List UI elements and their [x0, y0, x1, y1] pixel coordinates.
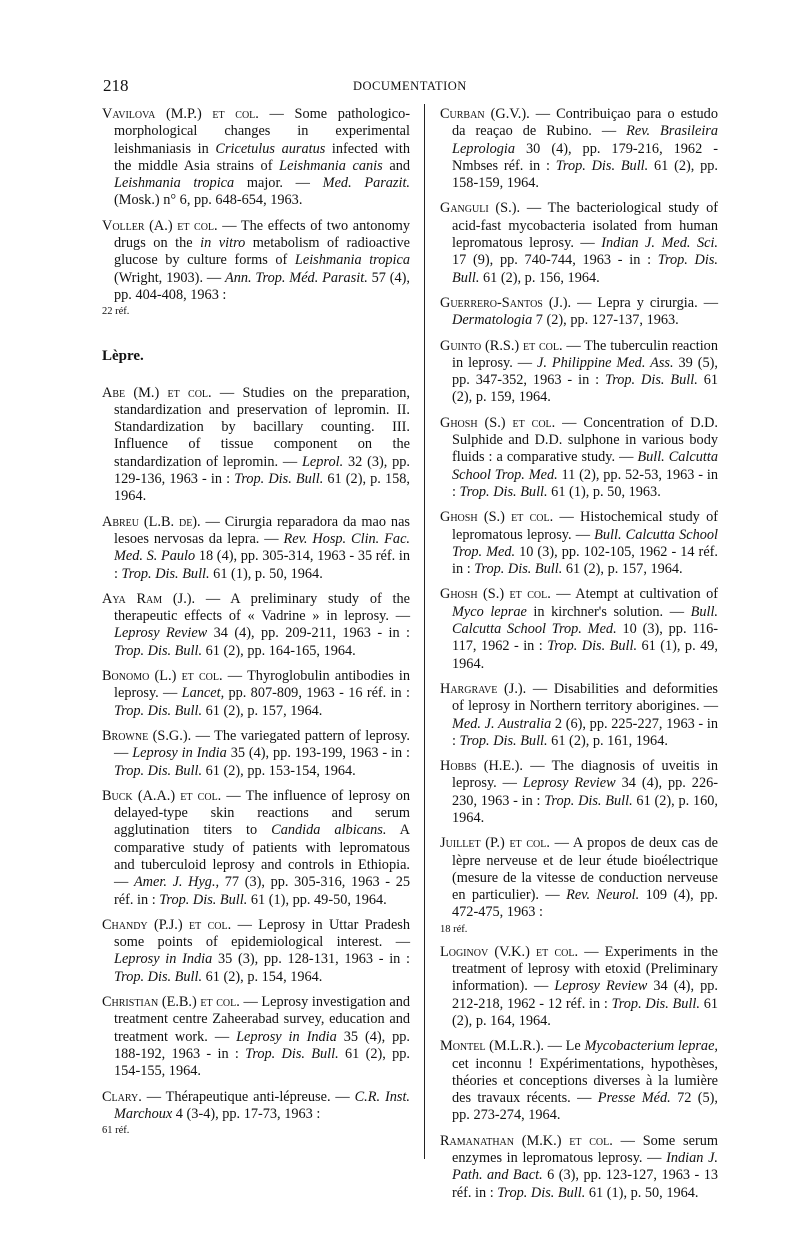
- entry-author: Vavilova (M.P.) et col.: [102, 106, 259, 122]
- entry-text: — The effects of two antonomy drugs on the: [114, 217, 410, 252]
- bibliography-entry: [440, 295, 718, 330]
- journal-title: Rev. Hosp. Clin. Fac. Med. S. Paulo: [114, 530, 410, 565]
- entry-author: Ganguli (S.).: [440, 200, 521, 217]
- entry-text: 61 (1), p. 50, 1964.: [585, 1184, 699, 1201]
- bibliography-entry: [440, 509, 718, 578]
- journal-title: Trop. Dis. Bull.: [114, 642, 203, 659]
- entry-text: 10 (3), pp. 102-105, 1962 - 14 réf. in :: [452, 543, 719, 578]
- entry-text: cet inconnu ! Expérimentations, hypothèses, théories et conceptions diverses à la lumière des travaux récents. —: [452, 1055, 718, 1107]
- entry-text: (Mosk.) n° 6, pp. 648-654, 1963.: [114, 192, 303, 209]
- bibliography-entry: [102, 106, 410, 210]
- bibliography-entry: [440, 415, 718, 501]
- journal-title: Leprosy Review: [114, 625, 208, 642]
- bibliography-entry: [440, 200, 718, 286]
- entry-text: 17 (9), pp. 740-744, 1963 - in :: [452, 252, 658, 269]
- entry-text: 7 (2), pp. 127-137, 1963.: [532, 312, 679, 329]
- journal-title: Amer. J. Hyg.,: [133, 874, 220, 891]
- entry-text: — Contribuiçao para o estudo da reaçao de Rubino. —: [452, 106, 718, 140]
- reference-count: 22 réf.: [102, 306, 130, 318]
- entry-text: 61 (2), p. 159, 1964.: [452, 372, 718, 406]
- bibliography-entry: [440, 338, 718, 407]
- journal-title: Trop. Dis. Bull.: [114, 702, 203, 719]
- entry-text: 11 (2), pp. 52-53, 1963 - in :: [452, 466, 718, 500]
- left-column: [102, 106, 410, 1145]
- journal-title: Leprosy in India: [132, 745, 227, 762]
- running-head: DOCUMENTATION: [353, 79, 467, 93]
- entry-text: — Concentration of D.D. Sulphide and D.D. sulphone in various body fluids : a comparative study. —: [452, 414, 718, 466]
- journal-title: Rev. Neurol.: [566, 887, 640, 904]
- entry-text: 61 (2), p. 161, 1964.: [547, 732, 668, 749]
- entry-author: Ghosh (S.) et col.: [440, 414, 556, 431]
- entry-text: 61 (2), p. 157, 1964.: [202, 702, 323, 719]
- right-column: [440, 106, 718, 1210]
- entry-author: Clary.: [102, 1088, 142, 1105]
- entry-author: Hargrave (J.).: [440, 680, 527, 697]
- entry-text: pp. 807-809, 1963 - 16 réf. in :: [224, 685, 410, 702]
- entry-text: 61 (2), pp. 153-154, 1964.: [202, 762, 356, 779]
- bibliography-entry: [440, 758, 718, 827]
- bibliography-entry: [102, 917, 410, 986]
- journal-title: Trop. Dis. Bull.: [605, 372, 698, 389]
- entry-text: — A preliminary study of the therapeutic effects of « Vadrine » in leprosy. —: [114, 590, 410, 625]
- journal-title: Presse Méd.: [597, 1090, 671, 1107]
- entry-text: 35 (3), pp. 128-131, 1963 - in :: [212, 951, 410, 968]
- entry-text: — Some pathologico-morphological changes in experimental leishmaniasis in: [114, 106, 410, 157]
- bibliography-entry: [440, 1133, 718, 1202]
- journal-title: Bull. Calcutta School Trop. Med.: [452, 526, 718, 560]
- journal-title: Leprosy in India: [114, 951, 213, 968]
- entry-text: (Wright, 1903). —: [114, 269, 225, 286]
- entry-text: — Studies on the preparation, standardization and preservation of lepromin. II. Standardization by bacillary counting. III. Influence of tissue component on the standardization of lepromin. —: [114, 384, 410, 470]
- entry-text: 61 (2), pp. 154-155, 1964.: [114, 1045, 410, 1080]
- journal-title: Trop. Dis. Bull.: [114, 968, 203, 985]
- bibliography-entry: [102, 1089, 410, 1138]
- entry-text: — The bacteriological study of acid-fast mycobacteria isolated from human lepromatous leprosy. —: [452, 200, 718, 252]
- journal-title: Trop. Dis. Bull.: [459, 483, 548, 500]
- journal-title: Leprol.: [301, 453, 344, 470]
- journal-title: Leprosy in India: [236, 1028, 337, 1045]
- entry-author: Christian (E.B.) et col.: [102, 994, 240, 1011]
- entry-text: 35 (4), pp. 193-199, 1963 - in :: [226, 745, 411, 762]
- entry-author: Buck (A.A.) et col.: [102, 787, 222, 804]
- entry-text: — The variegated pattern of leprosy. —: [114, 727, 410, 762]
- journal-title: Trop. Dis. Bull.: [114, 762, 203, 779]
- bibliography-entry: [102, 994, 410, 1080]
- journal-title: Rev. Brasileira Leprologia: [452, 123, 719, 157]
- entry-text: A comparative study of patients with lepromatous and tuberculoid leprosy and controls in Ethiopia. —: [114, 822, 410, 891]
- bibliography-entry: [440, 944, 718, 1030]
- journal-title: Trop. Dis. Bull.: [474, 561, 563, 578]
- entry-text: 61 (1), p. 50, 1963.: [547, 483, 661, 500]
- entry-author: Aya Ram (J.).: [102, 590, 196, 607]
- bibliography-entry: [440, 681, 718, 750]
- entry-text: — Histochemical study of lepromatous leprosy. —: [452, 509, 718, 543]
- journal-title: Indian J. Med. Sci.: [601, 235, 718, 252]
- entry-author: Guerrero-Santos (J.).: [440, 294, 572, 311]
- journal-title: Bull. Calcutta School Trop. Med.: [452, 449, 718, 483]
- entry-text: 39 (5), pp. 347-352, 1963 - in :: [452, 354, 719, 389]
- bibliography-entry: [440, 1038, 718, 1124]
- entry-text: — Disabilities and deformities of leprosy in Northern territory aborigines. —: [452, 680, 718, 715]
- entry-text: 57 (4), pp. 404-408, 1963 :: [114, 269, 410, 303]
- entry-text: 4 (3-4), pp. 17-73, 1963 :: [172, 1105, 321, 1122]
- journal-title: Trop. Dis. Bull.: [234, 471, 324, 488]
- journal-title: Dermatologia: [452, 312, 533, 329]
- reference-count: 61 réf.: [102, 1125, 130, 1137]
- bibliography-entry: [102, 728, 410, 780]
- bibliography-entry: [102, 514, 410, 583]
- journal-title: Trop. Dis. Bull.: [497, 1184, 586, 1201]
- entry-text: — Atempt at cultivation of: [550, 586, 718, 603]
- entry-text: — Lepra y cirurgia. —: [571, 294, 719, 311]
- bibliography-entry: [440, 586, 718, 672]
- entry-text: — The tuberculin reaction in leprosy. —: [452, 337, 718, 371]
- entry-text: 35 (4), pp. 188-192, 1963 - in :: [114, 1028, 411, 1062]
- journal-title: Trop. Dis. Bull.: [245, 1045, 339, 1062]
- journal-title: J. Philippine Med. Ass.: [537, 354, 674, 371]
- journal-title: Med. Parazit.: [322, 175, 411, 192]
- journal-title: Candida albicans.: [271, 822, 387, 839]
- entry-author: Guinto (R.S.) et col.: [440, 337, 563, 354]
- entry-text: — Thérapeutique anti-lépreuse. —: [141, 1088, 355, 1105]
- entry-text: 61 (2), p. 164, 1964.: [452, 995, 718, 1029]
- entry-author: Loginov (V.K.) et col.: [440, 943, 579, 960]
- entry-text: 61 (2), p. 157, 1964.: [562, 561, 683, 578]
- journal-title: in vitro: [200, 235, 246, 252]
- bibliography-entry: [102, 788, 410, 909]
- entry-text: in kirchner's solution. —: [526, 603, 691, 620]
- leishmaniasis-entries: [102, 106, 410, 318]
- section-title: Lèpre.: [102, 348, 144, 365]
- leprosy-entries: [102, 385, 410, 1138]
- journal-title: Leprosy Review: [522, 775, 616, 792]
- entry-text: 61 (2), p. 156, 1964.: [479, 269, 600, 286]
- journal-title: Mycobacterium leprae,: [584, 1038, 718, 1055]
- entry-author: Voller (A.) et col.: [102, 217, 218, 234]
- entry-text: 72 (5), pp. 273-274, 1964.: [452, 1090, 718, 1124]
- journal-title: Leprosy Review: [554, 978, 648, 995]
- entry-text: 61 (1), p. 49, 1964.: [452, 638, 718, 672]
- page-number: 218: [103, 76, 129, 95]
- entry-text: — Le: [543, 1038, 585, 1055]
- bibliography-entry: [102, 668, 410, 720]
- journal-title: Ann. Trop. Méd. Parasit.: [224, 269, 368, 286]
- column-divider: [424, 104, 425, 1159]
- journal-title: Leishmania tropica: [294, 252, 410, 269]
- journal-title: Leishmania canis: [279, 157, 383, 174]
- journal-title: Trop. Dis. Bull.: [611, 995, 700, 1012]
- journal-title: Indian J. Path. and Bact.: [452, 1150, 718, 1184]
- entry-text: — The influence of leprosy on delayed-type skin reactions and serum agglutination titers to: [114, 787, 410, 839]
- entry-text: — Some serum enzymes in lepromatous leprosy. —: [452, 1132, 719, 1167]
- entry-author: Ghosh (S.) et col.: [440, 509, 554, 526]
- journal-title: C.R. Inst. Marchoux: [114, 1088, 410, 1122]
- entry-text: 30 (4), pp. 179-216, 1962 - Nmbses réf. in :: [452, 140, 718, 174]
- entry-author: Bonomo (L.) et col.: [102, 668, 223, 685]
- entry-text: and: [382, 157, 410, 174]
- entry-text: 77 (3), pp. 305-316, 1963 - 25 réf. in :: [114, 874, 410, 908]
- entry-text: — Leprosy in Uttar Pradesh some points of epidemiological interest. —: [114, 916, 410, 951]
- journal-title: Trop. Dis. Bull.: [452, 252, 718, 286]
- bibliography-entry: [440, 106, 718, 192]
- entry-text: major. —: [234, 175, 323, 192]
- entry-text: — A propos de deux cas de lèpre nerveuse et de leur étude bioélectrique (mesure de la vitesse de conduction nerveuse en particulier). —: [452, 835, 718, 904]
- bibliography-entry: [440, 835, 718, 935]
- entry-text: — Experiments in the treatment of leprosy with etoxid (Preliminary information). —: [452, 943, 718, 995]
- entry-text: — Cirurgia reparadora da mao nas lesoes nervosas da lepra. —: [114, 513, 410, 547]
- journal-title: Bull. Calcutta School Trop. Med.: [452, 603, 718, 638]
- entry-text: metabolism of radioactive glucose by culture forms of: [114, 235, 410, 269]
- entry-text: 10 (3), pp. 116-117, 1962 - in :: [452, 621, 719, 655]
- entry-text: 6 (3), pp. 123-127, 1963 - 13 réf. in :: [452, 1167, 718, 1201]
- entry-text: 34 (4), pp. 209-211, 1963 - in :: [207, 625, 410, 642]
- entry-author: Abe (M.) et col.: [102, 384, 212, 401]
- entry-text: 61 (1), pp. 49-50, 1964.: [247, 891, 387, 908]
- entry-text: — The diagnosis of uveitis in leprosy. —: [452, 758, 719, 792]
- journal-title: Lancet,: [181, 685, 225, 702]
- entry-text: — Thyroglobulin antibodies in leprosy. —: [114, 668, 410, 702]
- page-header: [103, 76, 718, 100]
- entry-author: Curban (G.V.).: [440, 106, 530, 122]
- journal-title: Trop. Dis. Bull.: [159, 891, 248, 908]
- entry-text: infected with the middle Asia strains of: [114, 140, 410, 174]
- entry-text: 61 (2), pp. 158-159, 1964.: [452, 157, 718, 192]
- entry-text: 61 (2), p. 160, 1964.: [452, 792, 718, 826]
- entry-text: 32 (3), pp. 129-136, 1963 - in :: [114, 453, 410, 488]
- entry-text: — Leprosy investigation and treatment centre Zaheerabad survey, education and treatment work. —: [114, 994, 410, 1045]
- journal-title: Trop. Dis. Bull.: [459, 732, 548, 749]
- entry-text: 2 (6), pp. 225-227, 1963 - in :: [452, 715, 718, 749]
- reference-count: 18 réf.: [440, 923, 468, 935]
- journal-title: Med. J. Australia: [452, 715, 552, 732]
- entry-text: 34 (4), pp. 226-230, 1963 - in :: [452, 775, 719, 809]
- entry-text: 61 (1), p. 50, 1964.: [209, 565, 323, 582]
- journal-title: Trop. Dis. Bull.: [121, 565, 210, 582]
- journal-title: Cricetulus auratus: [215, 140, 326, 157]
- journal-title: Myco leprae: [452, 603, 527, 620]
- entry-text: 61 (2), p. 154, 1964.: [202, 968, 323, 985]
- leprosy-entries-continued: [440, 106, 718, 1202]
- entry-text: 109 (4), pp. 472-475, 1963 :: [452, 887, 718, 921]
- journal-title: Trop. Dis. Bull.: [544, 792, 633, 809]
- entry-text: 61 (2), pp. 164-165, 1964.: [202, 642, 356, 659]
- journal-title: Trop. Dis. Bull.: [555, 157, 649, 174]
- entry-text: 18 (4), pp. 305-314, 1963 - 35 réf. in :: [114, 548, 411, 582]
- entry-text: 34 (4), pp. 212-218, 1962 - 12 réf. in :: [452, 978, 718, 1012]
- entry-author: Browne (S.G.).: [102, 727, 192, 744]
- entry-author: Ramanathan (M.K.) et col.: [440, 1132, 613, 1149]
- entry-author: Hobbs (H.E.).: [440, 758, 524, 775]
- journal-title: Leishmania tropica: [114, 175, 235, 192]
- entry-author: Chandy (P.J.) et col.: [102, 916, 232, 933]
- entry-author: Montel (M.L.R.).: [440, 1038, 544, 1055]
- bibliography-entry: [102, 591, 410, 660]
- entry-text: 61 (2), p. 158, 1964.: [114, 471, 410, 505]
- entry-author: Abreu (L.B. de).: [102, 513, 201, 530]
- bibliography-entry: [102, 385, 410, 506]
- entry-author: Ghosh (S.) et col.: [440, 586, 551, 603]
- journal-title: Trop. Dis. Bull.: [547, 638, 638, 655]
- bibliography-entry: [102, 218, 410, 318]
- entry-author: Juillet (P.) et col.: [440, 835, 550, 852]
